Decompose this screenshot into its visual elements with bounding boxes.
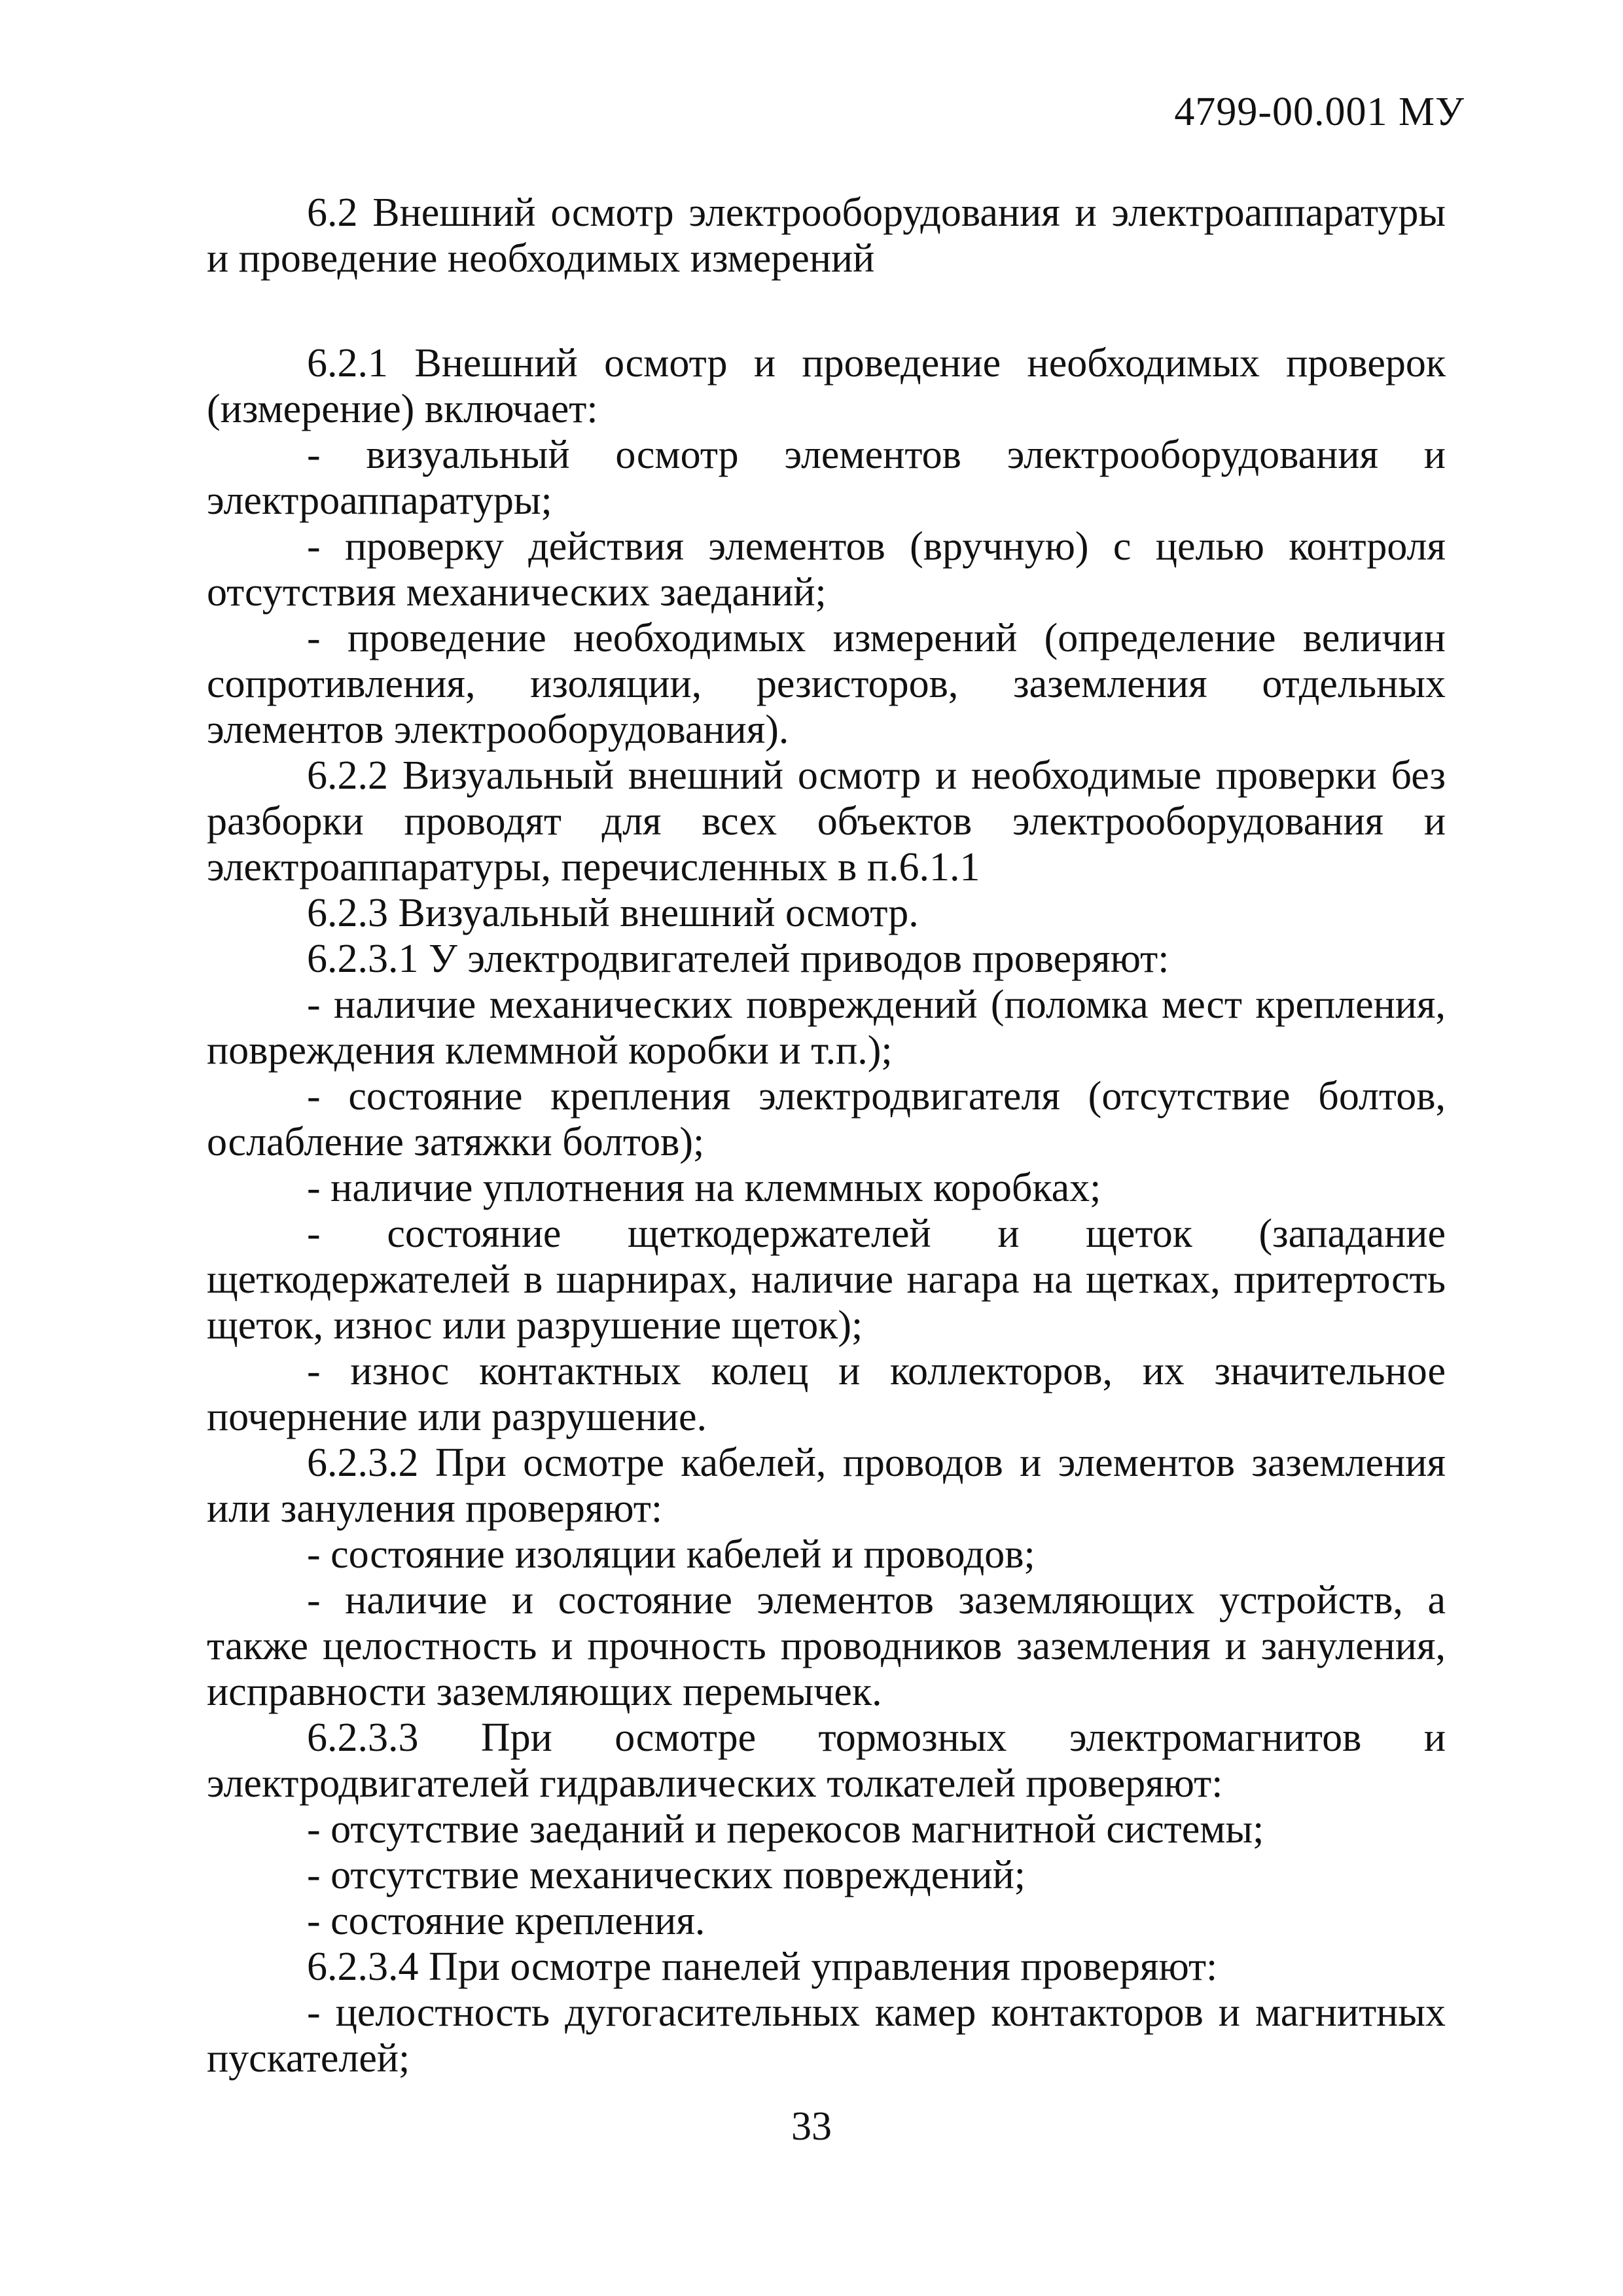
- section-title-6-2: 6.2 Внешний осмотр электрооборудования и электроаппаратуры и проведение необходимых измерений: [207, 190, 1446, 281]
- list-item: - проведение необходимых измерений (определение величин сопротивления, изоляции, резисторов, заземления отдельных элементов электрооборудования).: [207, 616, 1446, 752]
- list-item: - целостность дугогасительных камер контакторов и магнитных пускателей;: [207, 1990, 1446, 2081]
- list-item: - состояние изоляции кабелей и проводов;: [307, 1532, 1035, 1577]
- list-item: - наличие и состояние элементов заземляющих устройств, а также целостность и прочность проводников заземления и зануления, исправности заземляющих перемычек.: [207, 1578, 1446, 1714]
- list-item: - проверку действия элементов (вручную) с целью контроля отсутствия механических заеданий;: [207, 524, 1446, 615]
- page-number: 33: [791, 2104, 832, 2149]
- paragraph-6-2-3-3: 6.2.3.3 При осмотре тормозных электромагнитов и электродвигателей гидравлических толкателей проверяют:: [207, 1715, 1446, 1806]
- list-item: - состояние крепления электродвигателя (отсутствие болтов, ослабление затяжки болтов);: [207, 1074, 1446, 1164]
- list-item: - износ контактных колец и коллекторов, их значительное почернение или разрушение.: [207, 1349, 1446, 1439]
- paragraph-6-2-3-2: 6.2.3.2 При осмотре кабелей, проводов и элементов заземления или зануления проверяют:: [207, 1441, 1446, 1531]
- paragraph-6-2-1: 6.2.1 Внешний осмотр и проведение необходимых проверок (измерение) включает:: [207, 341, 1446, 431]
- paragraph-6-2-2: 6.2.2 Визуальный внешний осмотр и необходимые проверки без разборки проводят для всех объектов электрооборудования и электроаппаратуры, перечисленных в п.6.1.1: [207, 753, 1446, 889]
- paragraph-6-2-3-4: 6.2.3.4 При осмотре панелей управления проверяют:: [307, 1945, 1218, 1989]
- list-item: - наличие уплотнения на клеммных коробках;: [307, 1166, 1101, 1210]
- document-code: 4799-00.001 МУ: [1174, 90, 1465, 134]
- paragraph-6-2-3: 6.2.3 Визуальный внешний осмотр.: [307, 891, 919, 935]
- list-item: - состояние крепления.: [307, 1899, 705, 1943]
- list-item: - наличие механических повреждений (поломка мест крепления, повреждения клеммной коробки и т.п.);: [207, 982, 1446, 1073]
- list-item: - визуальный осмотр элементов электрооборудования и электроаппаратуры;: [207, 433, 1446, 523]
- list-item: - отсутствие заеданий и перекосов магнитной системы;: [307, 1807, 1264, 1852]
- list-item: - отсутствие механических повреждений;: [307, 1853, 1026, 1897]
- paragraph-6-2-3-1: 6.2.3.1 У электродвигателей приводов проверяют:: [307, 937, 1169, 981]
- list-item: - состояние щеткодержателей и щеток (западание щеткодержателей в шарнирах, наличие нагара на щетках, притертость щеток, износ или разрушение щеток);: [207, 1211, 1446, 1348]
- document-body: [207, 190, 1446, 2081]
